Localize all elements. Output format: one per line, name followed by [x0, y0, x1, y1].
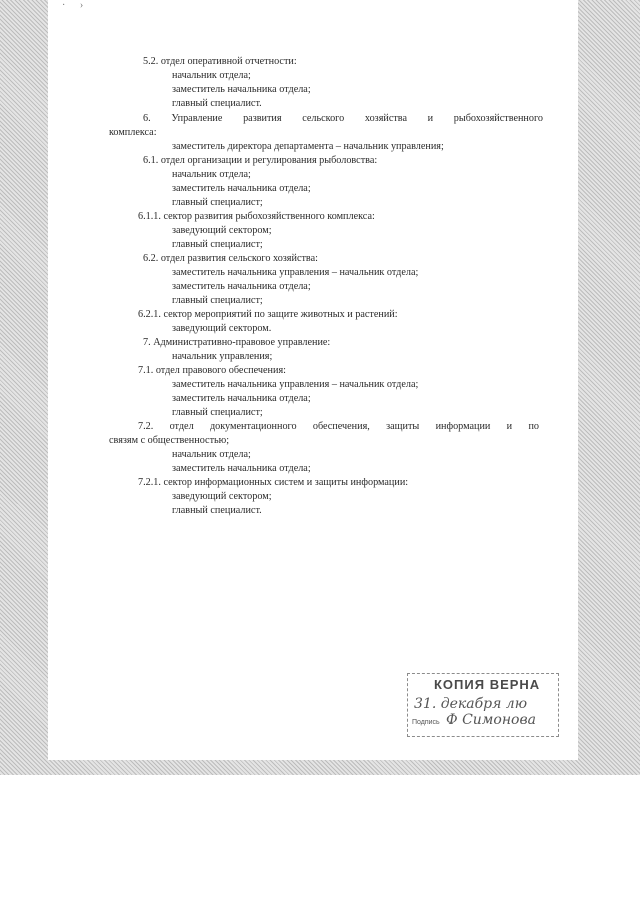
section-7-heading: 7. Административно-правовое управление: [143, 337, 331, 348]
section-6-1-heading: 6.1. отдел организации и регулирования рыболовства: [143, 155, 378, 166]
section-6-1-1-heading: 6.1.1. сектор развития рыбохозяйственного комплекса: [138, 211, 375, 222]
section-5-2-heading: 5.2. отдел оперативной отчетности: [143, 56, 297, 67]
position-line: заместитель директора департамента – начальник управления; [172, 141, 444, 152]
stamp-date: 31. декабря лю [414, 696, 528, 712]
position-line: главный специалист. [172, 505, 262, 516]
position-line: начальник отдела; [172, 169, 251, 180]
position-line: главный специалист. [172, 98, 262, 109]
stamp-title: КОПИЯ ВЕРНА [434, 677, 541, 692]
scan-corner-marks: · › [62, 0, 90, 11]
position-line: заведующий сектором. [172, 323, 272, 334]
section-6-2-heading: 6.2. отдел развития сельского хозяйства: [143, 253, 318, 264]
section-7-2-1-heading: 7.2.1. сектор информационных систем и защиты информации: [138, 477, 409, 488]
handwritten-signature: Ф Симонова [446, 712, 536, 728]
position-line: заместитель начальника отдела; [172, 183, 311, 194]
position-line: начальник управления; [172, 351, 273, 362]
position-line: главный специалист; [172, 295, 263, 306]
section-6-2-1-heading: 6.2.1. сектор мероприятий по защите животных и растений: [138, 309, 398, 320]
section-6-heading: 6. Управление развития сельского хозяйства и рыбохозяйственного [143, 113, 543, 124]
position-line: заместитель начальника отдела; [172, 463, 311, 474]
position-line: заведующий сектором; [172, 491, 272, 502]
position-line: заместитель начальника отдела; [172, 84, 311, 95]
position-line: заведующий сектором; [172, 225, 272, 236]
section-6-heading-cont: комплекса: [109, 127, 157, 138]
position-line: начальник отдела; [172, 70, 251, 81]
section-7-2-heading-cont: связям с общественностью; [109, 435, 230, 446]
position-line: заместитель начальника отдела; [172, 281, 311, 292]
position-line: заместитель начальника управления – начальник отдела; [172, 379, 419, 390]
position-line: главный специалист; [172, 239, 263, 250]
position-line: заместитель начальника отдела; [172, 393, 311, 404]
position-line: заместитель начальника управления – начальник отдела; [172, 267, 419, 278]
position-line: главный специалист; [172, 197, 263, 208]
certified-copy-stamp [407, 673, 559, 737]
section-7-1-heading: 7.1. отдел правового обеспечения: [138, 365, 286, 376]
position-line: начальник отдела; [172, 449, 251, 460]
section-7-2-heading: 7.2. отдел документационного обеспечения, защиты информации и по [138, 421, 539, 432]
position-line: главный специалист; [172, 407, 263, 418]
stamp-sign-label: Подпись [412, 719, 440, 726]
